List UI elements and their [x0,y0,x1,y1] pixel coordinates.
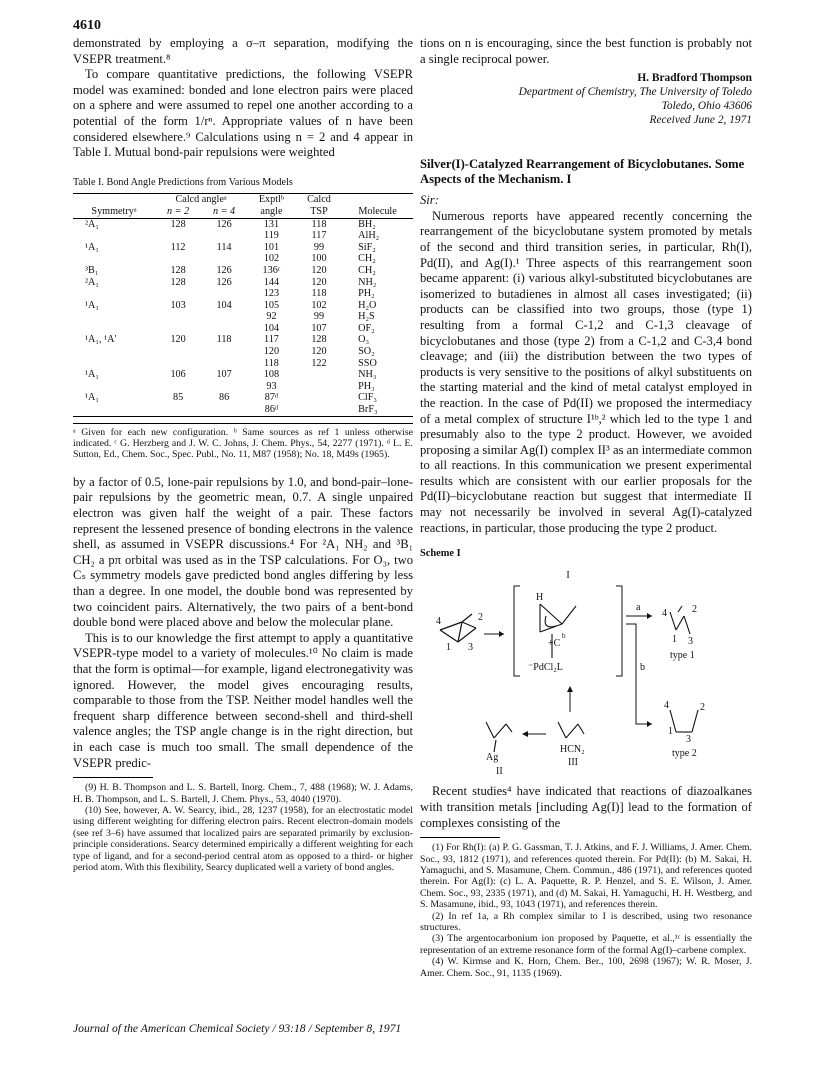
cell-sym: ¹A₁, ¹A′ [85,334,117,346]
table-row [73,265,413,277]
table-row [73,242,413,254]
cell-mol: O₃ [358,334,370,346]
II-structure [486,722,512,752]
cell-n2 [155,253,201,265]
cell-n2 [155,288,201,300]
cell-sym [73,253,155,265]
cell-n2 [155,323,201,335]
arrowhead-b [647,721,652,727]
cell-tsp: 99 [313,311,325,323]
label-1a: 1 [446,641,451,653]
cell-mol: BrF₃ [358,404,378,416]
th-calcd: Calcd [307,194,331,206]
cell-tsp: 102 [311,299,327,311]
cell-tsp: 120 [311,276,327,288]
arrowhead-1 [499,631,504,637]
label-3a: 3 [468,641,473,653]
cell-n4 [201,358,247,370]
footnote-rule [73,777,153,778]
cell-n4 [201,346,247,358]
cell-exp: 118 [264,357,279,369]
cell-n4: 86 [218,392,230,404]
affiliation-2: Toledo, Ohio 43606 [661,100,752,113]
author-name: H. Bradford Thompson [637,72,752,85]
footnote-10: (10) See, however, A. W. Searcy, ibid., 28, 1237 (1958), for an electrostatic model using different weighting for differing electron pairs. Recent electron-domain models (see ref 3–6) have assumed that localized pairs are separated primarily by exclusion-principle considerations. Searcy determined empirically a different weighting for each type of ligand, and for a second-period central atom as opposed to a third- or higher period atom. With this flexibility, Searcy duplicated well a variety of bond angles. [73,804,413,873]
cell-exp: 92 [266,311,277,323]
table-row [73,277,413,289]
cell-sym: ¹A₁ [85,299,99,311]
cell-n2: 128 [170,276,186,288]
cell-mol: NH₃ [358,369,377,381]
left-paragraph-2: To compare quantitative predictions, the following VSEPR model was examined: bonded and lone electron pairs were placed on a sphere and were assumed to repel one another according to a potential of the form 1/rⁿ. Appropriate values of n have been considered elsewhere.⁹ Calculations using n = 2 and 4 appear in Table I. Mutual bond-pair repulsions were weighted [73,67,413,160]
label-2b: 2 [692,603,697,615]
cell-n2 [155,311,201,323]
cell-n4 [201,311,247,323]
cell-mol: CH₂ [358,264,376,276]
footnote-3: (3) The argentocarbonium ion proposed by Paquette, et al.,¹ᶜ is essentially the representation of an extreme resonance form of the formal Ag(I)–carbene complex. [420,933,752,956]
cell-n2 [155,230,201,242]
table-row [73,253,413,265]
cell-sym [73,323,155,335]
affiliation-1: Department of Chemistry, The University of Toledo [518,86,752,99]
cell-sym [73,381,155,393]
label-b: b [640,661,645,673]
cell-exp: 87ᵈ [264,392,279,404]
footnote-2: (2) In ref 1a, a Rh complex similar to I is described, using two resonance structures. [420,910,752,934]
footnote-1: (1) For Rh(I): (a) P. G. Gassman, T. J. Atkins, and F. J. Williams, J. Amer. Chem. Soc., 93, 1812 (1971), and references quoted therein. For Pd(II): (b) M. Sakai, H. Yamaguchi, and S. Masamune, Chem. Commun., 486 (1971), and references quoted therein. For Ag(I): (c) L. A. Paquette, R. P. Henzel, and S. E. Wilson, J. Amer. Chem. Soc., 93, 2335 (1971), and (d) M. Sakai, H. Yamaguchi, H. H. Westberg, and S. Masamune, ibid., 93, 1043 (1971), and references therein. [420,842,752,911]
type2-product [670,710,698,732]
cell-exp: 136ᶜ [262,264,281,276]
cell-sym [73,230,155,242]
cell-exp: 101 [263,241,280,253]
cell-exp: 108 [263,369,280,381]
label-III: III [568,756,578,768]
cell-n4 [201,381,247,393]
left-paragraph-4: This is to our knowledge the first attempt to apply a quantitative VSEPR-type model to a variety of molecules.¹⁰ No claim is made that the form is optimal—for example, ligand electronegativity was ignored. However, the model gives encouraging results, comparable to those from the TSP. Neither model handles well the frequent sharp difference between second-shell and third-shell valence angles; the TSP angle change is in the right direction, but in each case is much too small. The small dependence of the VSEPR predic- [73,630,413,770]
cell-tsp: 122 [311,357,327,369]
label-HCN2: HCN₂ [560,743,585,755]
table-row [73,358,413,370]
cell-sym: ¹A₁ [85,369,99,381]
page-number: 4610 [73,18,101,33]
cell-mol: H₂O [358,299,377,311]
table-row [73,381,413,393]
label-a: a [636,601,641,613]
left-column [73,36,413,873]
label-3b: 3 [688,635,693,647]
cell-sym: ²A₁ [85,218,99,230]
received-date: Received June 2, 1971 [649,114,752,127]
label-4c: 4 [664,699,669,711]
cell-tsp [296,392,342,404]
cell-n2: 120 [170,334,186,346]
cell-n2 [155,358,201,370]
label-I: I [566,569,570,581]
cell-mol: H₂S [358,311,375,323]
journal-footer: Journal of the American Chemical Society / 93:18 / September 8, 1971 [73,1022,402,1035]
cell-n2: 85 [172,392,184,404]
cell-n4 [201,230,247,242]
cell-n4: 126 [216,264,232,276]
cell-mol: NH₂ [358,276,377,288]
right-paragraph-1: tions on n is encouraging, since the best function is probably not a single reciprocal power. [420,36,752,66]
cell-sym [73,346,155,358]
table-row [73,334,413,346]
cell-n2 [155,404,201,416]
cell-mol: CH₂ [358,253,376,265]
table-row [73,300,413,312]
table-row [73,323,413,335]
III-structure [558,722,584,738]
label-II: II [496,765,503,777]
label-3c: 3 [686,733,691,745]
cell-tsp [296,381,342,393]
table-row [73,392,413,404]
cell-mol: BH₂ [358,218,376,230]
cell-sym: ¹A₁ [85,241,99,253]
cell-tsp: 118 [311,218,327,230]
label-type1: type 1 [670,649,695,661]
cell-tsp: 118 [311,288,327,300]
left-paragraph-1: demonstrated by employing a σ–π separation, modifying the VSEPR treatment.⁸ [73,36,413,66]
cell-exp: 117 [264,334,279,346]
table-row [73,404,413,416]
cell-sym [73,311,155,323]
cell-exp: 120 [263,346,280,358]
cell-exp: 86ᵈ [264,404,279,416]
cell-tsp: 128 [311,334,327,346]
footnote-9: (9) H. B. Thompson and L. S. Bartell, Inorg. Chem., 7, 488 (1968); W. J. Adams, H. B. Thompson, and L. S. Bartell, J. Chem. Phys., 53, 4040 (1970). [73,782,413,805]
th-exptl: Exptlᵇ [258,194,285,206]
label-4a: 4 [436,615,441,627]
cell-n4: 126 [216,276,232,288]
cell-tsp: 107 [311,322,327,334]
cell-mol: SSO [358,357,377,369]
cell-exp: 104 [263,322,280,334]
cell-tsp: 120 [311,264,327,276]
cell-tsp: 100 [311,253,327,265]
cell-n2: 112 [170,241,186,253]
cell-sym [73,404,155,416]
cell-exp: 105 [263,299,280,311]
th-tsp: TSP [310,205,328,217]
label-type2: type 2 [672,747,697,759]
table-row [73,230,413,242]
bicyclobutane-structure [440,614,476,642]
th-n2: n = 2 [167,205,190,217]
cell-mol: PH₃ [358,380,375,392]
cell-mol: PH₂ [358,288,375,300]
scheme-diagram [420,562,752,780]
table-row [73,288,413,300]
th-molecule: Molecule [358,205,397,217]
label-2c: 2 [700,701,705,713]
salutation: Sir: [420,193,439,208]
cell-n2: 103 [170,299,186,311]
scheme-label: Scheme I [420,548,461,560]
cell-n2: 128 [170,218,186,230]
cell-mol: OF₂ [358,322,375,334]
label-1b: 1 [672,633,677,645]
th-angle: angle [260,205,283,217]
label-Ag: Ag [486,751,499,763]
cell-n4: 104 [216,299,232,311]
th-calcd-angle: Calcd angleᵃ [175,194,227,206]
label-H: H [536,591,544,603]
arrowhead-left [522,731,528,737]
cell-n4: 107 [216,369,232,381]
cell-exp: 123 [263,288,280,300]
cell-n4 [201,288,247,300]
cell-tsp: 99 [313,241,325,253]
right-column [420,36,752,979]
table-row [73,218,413,230]
cell-n2 [155,381,201,393]
cell-exp: 131 [263,218,280,230]
article-title: Silver(I)-Catalyzed Rearrangement of Bicyclobutanes. Some Aspects of the Mechanism. I [420,157,745,187]
label-2a: 2 [478,611,483,623]
cell-sym [73,358,155,370]
cell-n2: 128 [170,264,186,276]
cell-mol: SiF₂ [358,241,376,253]
cell-sym: ³B₁ [85,264,99,276]
complex-I-structure [540,604,576,658]
label-4b: 4 [662,607,667,619]
left-paragraph-3: by a factor of 0.5, lone-pair repulsions by 1.0, and bond-pair–lone-pair repulsions by the geometric mean, 0.7. A single unpaired electron was given half the weight of a pair. These factors represent the lessened presence of bonding electrons in the valence shell, as assumed in VSEPR discussions.⁴ For ²A₁ NH₂ and ³B₁ CH₂ a pπ orbital was used as in the TSP calculations. For O₃, two Cₛ symmetry models gave predicted bond angles differing by less than a degree. In one model, the double bond was represented by two coincident pairs. Alternatively, the two pairs of a bent-bond double bond were placed above and below the molecular plane. [73,474,413,630]
label-1c: 1 [668,725,673,737]
cell-sym [73,288,155,300]
cell-n4 [201,253,247,265]
cell-exp: 102 [263,253,280,265]
table-row [73,311,413,323]
type1-product [670,606,690,634]
table-footnote: ᵃ Given for each new configuration. ᵇ Same sources as ref 1 unless otherwise indicated. ᶜ G. Herzberg and J. W. C. Johns, J. Chem. Phys., 54, 2277 (1971). ᵈ L. E. Sutton, Ed., Chem. Soc., Spec. Publ., No. 11, M87 (1958); No. 18, M49s (1965). [73,423,413,461]
cell-tsp [296,369,342,381]
cell-sym: ²A₁ [85,276,99,288]
arrowhead-a [647,613,652,619]
cell-mol: ClF₃ [358,392,377,404]
cell-exp: 144 [263,276,280,288]
footnote-rule-right [420,837,500,838]
cell-sym: ¹A₁ [85,392,99,404]
footnote-4: (4) W. Kirmse and K. Horn, Chem. Ber., 100, 2698 (1967); W. R. Moser, J. Amer. Chem. Soc., 91, 1135 (1969). [420,956,752,979]
cell-n4 [201,323,247,335]
right-paragraph-3: Recent studies⁴ have indicated that reactions of diazoalkanes with transition metals [including Ag(I)] lead to the formation of complexes consisting of the [420,784,752,830]
label-PdCl: ⁻PdCl₂L [528,661,563,673]
table-row [73,346,413,358]
th-n4: n = 4 [213,205,236,217]
cell-n4: 126 [216,218,232,230]
cell-tsp [296,404,342,416]
cell-n2: 106 [170,369,186,381]
table-caption: Table I. Bond Angle Predictions from Various Models [73,176,293,188]
cell-n4 [201,404,247,416]
cell-exp: 119 [264,230,279,242]
cell-n2 [155,346,201,358]
arrow-b-path [626,624,652,724]
cell-exp: 93 [266,380,277,392]
cell-mol: SO₂ [358,346,375,358]
cell-tsp: 120 [311,346,327,358]
arrowhead-up [567,686,573,692]
table-row [73,369,413,381]
cell-tsp: 117 [311,230,327,242]
label-C-plus: +C [548,637,561,649]
cell-mol: AlH₂ [358,230,380,242]
label-b-small: b [562,631,566,640]
cell-n4: 118 [216,334,232,346]
right-paragraph-2: Numerous reports have appeared recently concerning the rearrangement of the bicyclobutane system promoted by metals of the second and third transition series, in particular, Rh(I), Pd(II), and Ag(I).¹ Three aspects of this rearrangement soon became apparent: (i) various alkyl-substituted bicyclobutanes are isomerized to butadienes in almost all cases investigated; (ii) products can be classified into two groups, those (type 1) resulting from a formal C-1,2 and C-1,3 cleavage of bicyclobutanes and those (type 2) from a C-1,2 and C-3,4 bond cleavage; and (iii) the distribution between the two types of products is very sensitive to the positions of alkyl substituents on the starting material and the kind of metal catalyst employed in the reaction. In the case of Pd(II) we proposed the intermediacy of a metal complex of structure I¹ᵇ,² which led to the type 1 and presumably also to the type 2 product. However, we avoided proposing a similar Ag(I) complex II³ as an intermediate common to all reactions. In this communication we present experimental results which are consistent with our earlier proposals for the Pd(II)–bicyclobutane reaction but suggest that intermediate II may not necessarily be involved in several Ag(I)-catalyzed reactions, in particular, those producing the type 2 product. [420,208,752,535]
th-symmetry: Symmetryᵃ [91,205,137,217]
bond-angle-table [73,193,413,416]
cell-n4: 114 [216,241,232,253]
